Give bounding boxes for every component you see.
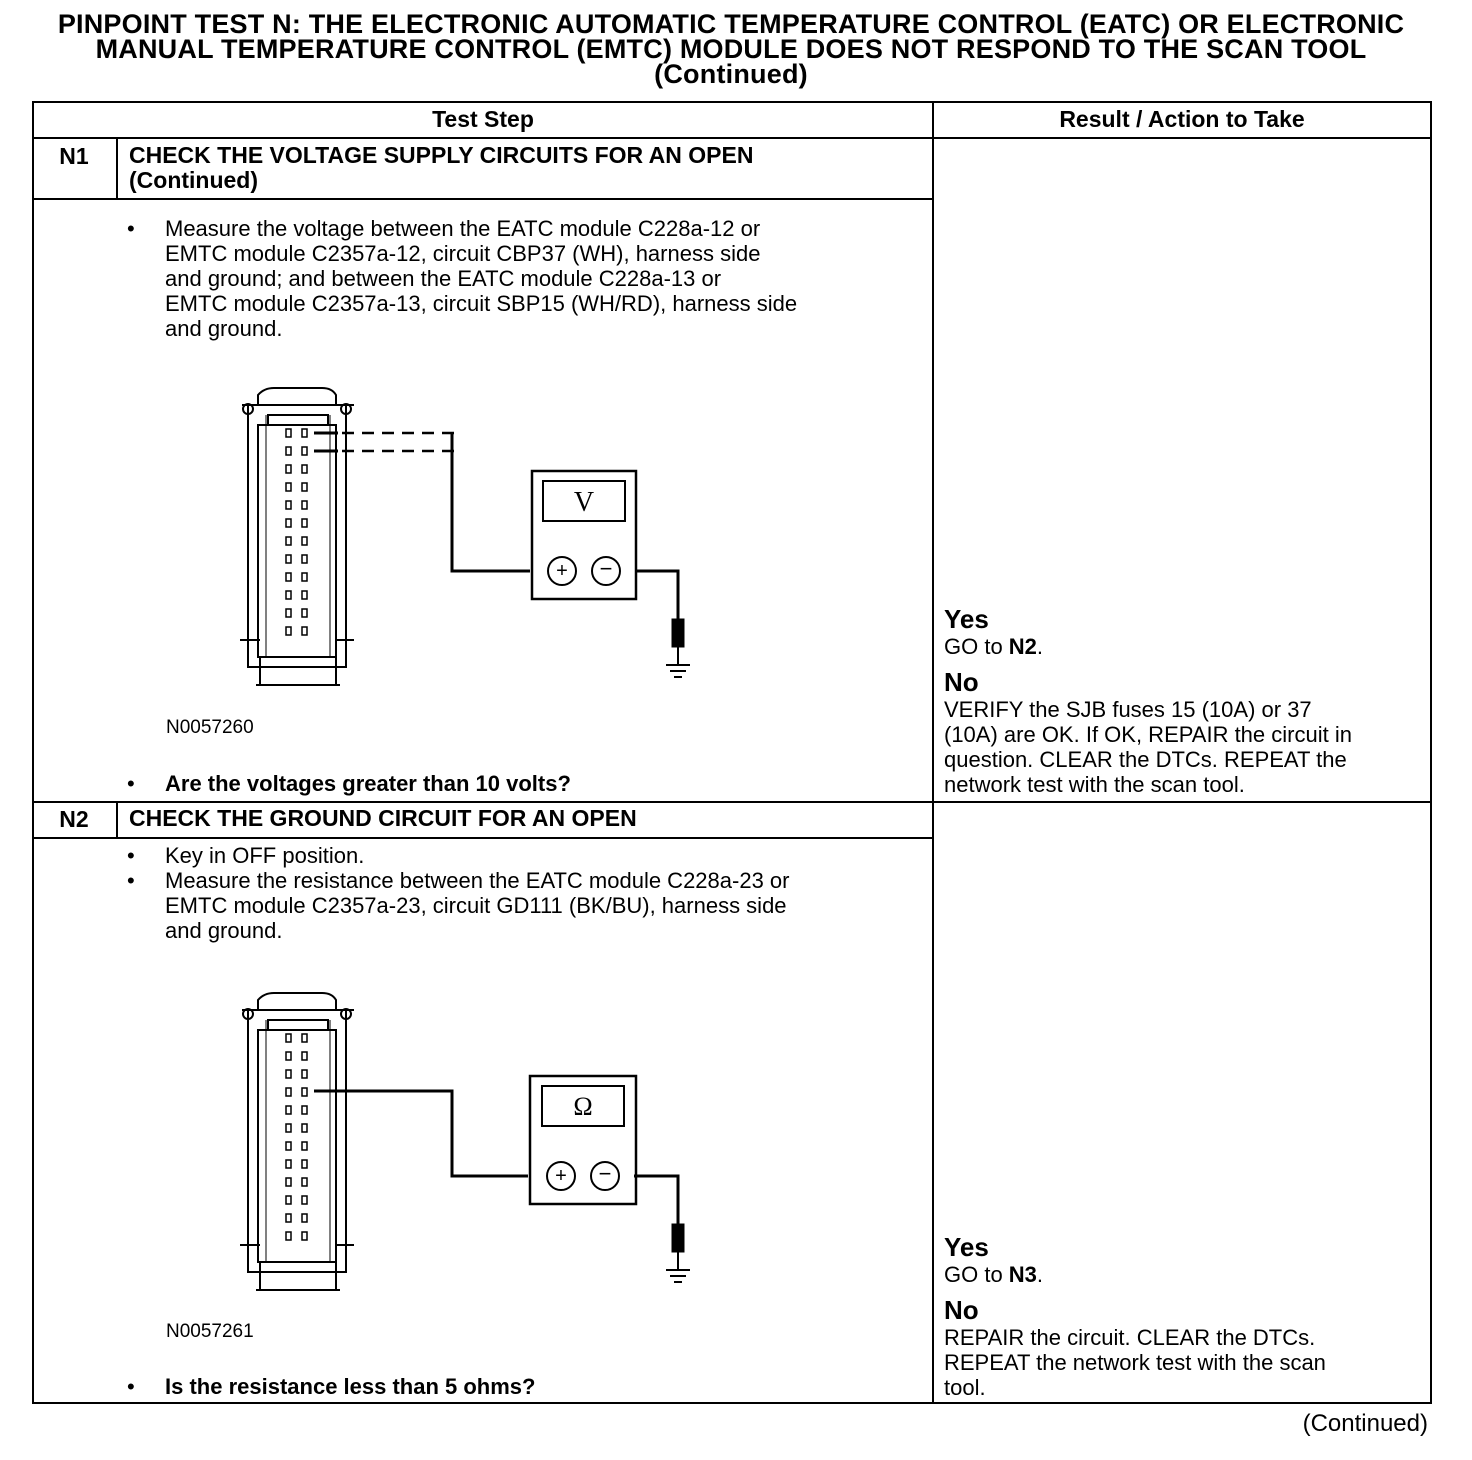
yes-action-text: GO to: [944, 1262, 1009, 1287]
instruction-line: • Measure the voltage between the EATC module C228a-12 or: [165, 216, 761, 241]
question-item: [117, 1374, 917, 1399]
step-n1-question: [117, 771, 917, 796]
row-divider: [32, 801, 1432, 803]
n1-number-divider: [116, 137, 118, 199]
instruction-line: EMTC module C2357a-12, circuit CBP37 (WH), harness side: [165, 241, 761, 266]
figure-id-n2: N0057261: [166, 1321, 254, 1342]
step-number-n2: N2: [59, 806, 89, 832]
no-action-line: question. CLEAR the DTCs. REPEAT the: [944, 747, 1347, 772]
step-number-n1: N1: [59, 143, 89, 169]
question-text: Are the voltages greater than 10 volts?: [165, 771, 571, 796]
instruction-line: EMTC module C2357a-23, circuit GD111 (BK/BU), harness side: [165, 893, 787, 918]
connector-pins: [286, 1034, 307, 1240]
instruction-line: and ground.: [165, 316, 283, 341]
instruction-item: [117, 216, 917, 341]
header-test-step: Test Step: [432, 106, 534, 132]
step-title-n1-line-2: (Continued): [129, 167, 259, 193]
title-line-1: PINPOINT TEST N: THE ELECTRONIC AUTOMATIC TEMPERATURE CONTROL (EATC) OR ELECTRONIC: [57, 9, 1405, 39]
header-result-action: Result / Action to Take: [1059, 106, 1305, 132]
figure-id-n1: N0057260: [166, 717, 254, 738]
n2-number-divider: [116, 801, 118, 838]
svg-text:−: −: [598, 1161, 612, 1186]
connector-pins: [286, 429, 307, 635]
continued-footer: (Continued): [1302, 1410, 1428, 1437]
no-label: No: [944, 1295, 979, 1325]
yes-action-text: GO to: [944, 634, 1009, 659]
step-n2-instructions: [117, 843, 917, 943]
connector-c228a-icon: [240, 993, 354, 1290]
n2-title-rule: [32, 837, 934, 839]
title-line-3: (Continued): [654, 59, 808, 89]
no-action-line: tool.: [944, 1375, 986, 1400]
yes-action: [944, 1262, 1430, 1287]
voltage-measurement-diagram: [230, 385, 710, 695]
probe-leads: [314, 1091, 690, 1282]
no-label: No: [944, 667, 979, 697]
yes-action-suffix: .: [1036, 1262, 1044, 1287]
result-n1: [944, 604, 1430, 797]
page-title: [0, 9, 1462, 89]
svg-text:−: −: [599, 556, 613, 581]
yes-action-suffix: .: [1036, 634, 1044, 659]
no-action-line: VERIFY the SJB fuses 15 (10A) or 37: [944, 697, 1312, 722]
multimeter-icon: [532, 471, 636, 599]
yes-label: Yes: [944, 1232, 989, 1262]
no-action-line: network test with the scan tool.: [944, 772, 1245, 797]
step-title-n1: [129, 143, 753, 193]
header-rule: [32, 137, 1432, 139]
instruction-line: EMTC module C2357a-13, circuit SBP15 (WH/RD), harness side: [165, 291, 798, 316]
svg-text:+: +: [556, 560, 568, 582]
yes-action: [944, 634, 1430, 659]
instruction-line: and ground.: [165, 918, 283, 943]
step-title-n2: CHECK THE GROUND CIRCUIT FOR AN OPEN: [129, 805, 637, 831]
instruction-item: [117, 843, 917, 868]
instruction-line: and ground; and between the EATC module C228a-13 or: [165, 266, 722, 291]
instruction-line: • Key in OFF position.: [165, 843, 365, 868]
meter-symbol-ohms: Ω: [573, 1092, 593, 1121]
n1-title-rule: [32, 198, 934, 200]
no-action-line: REPAIR the circuit. CLEAR the DTCs.: [944, 1325, 1316, 1350]
svg-text:+: +: [555, 1165, 567, 1187]
goto-n3-link[interactable]: N3: [1008, 1262, 1037, 1287]
instruction-item: [117, 868, 917, 943]
resistance-measurement-diagram: [230, 990, 710, 1300]
no-action-line: (10A) are OK. If OK, REPAIR the circuit in: [944, 722, 1352, 747]
result-column-divider: [932, 101, 934, 1404]
step-title-n1-line-1: CHECK THE VOLTAGE SUPPLY CIRCUITS FOR AN OPEN: [129, 142, 754, 168]
multimeter-icon: [530, 1076, 636, 1204]
question-text: Is the resistance less than 5 ohms?: [165, 1374, 536, 1399]
no-action-line: REPEAT the network test with the scan: [944, 1350, 1326, 1375]
step-n1-instructions: [117, 216, 917, 341]
title-line-2: MANUAL TEMPERATURE CONTROL (EMTC) MODULE DOES NOT RESPOND TO THE SCAN TOOL: [95, 34, 1367, 64]
step-n2-question: [117, 1374, 917, 1399]
result-n2: [944, 1232, 1430, 1400]
meter-symbol-volts: V: [573, 487, 595, 518]
yes-label: Yes: [944, 604, 989, 634]
question-item: [117, 771, 917, 796]
instruction-line: • Measure the resistance between the EATC module C228a-23 or: [165, 868, 790, 893]
probe-leads: [314, 433, 690, 677]
goto-n2-link[interactable]: N2: [1008, 634, 1037, 659]
